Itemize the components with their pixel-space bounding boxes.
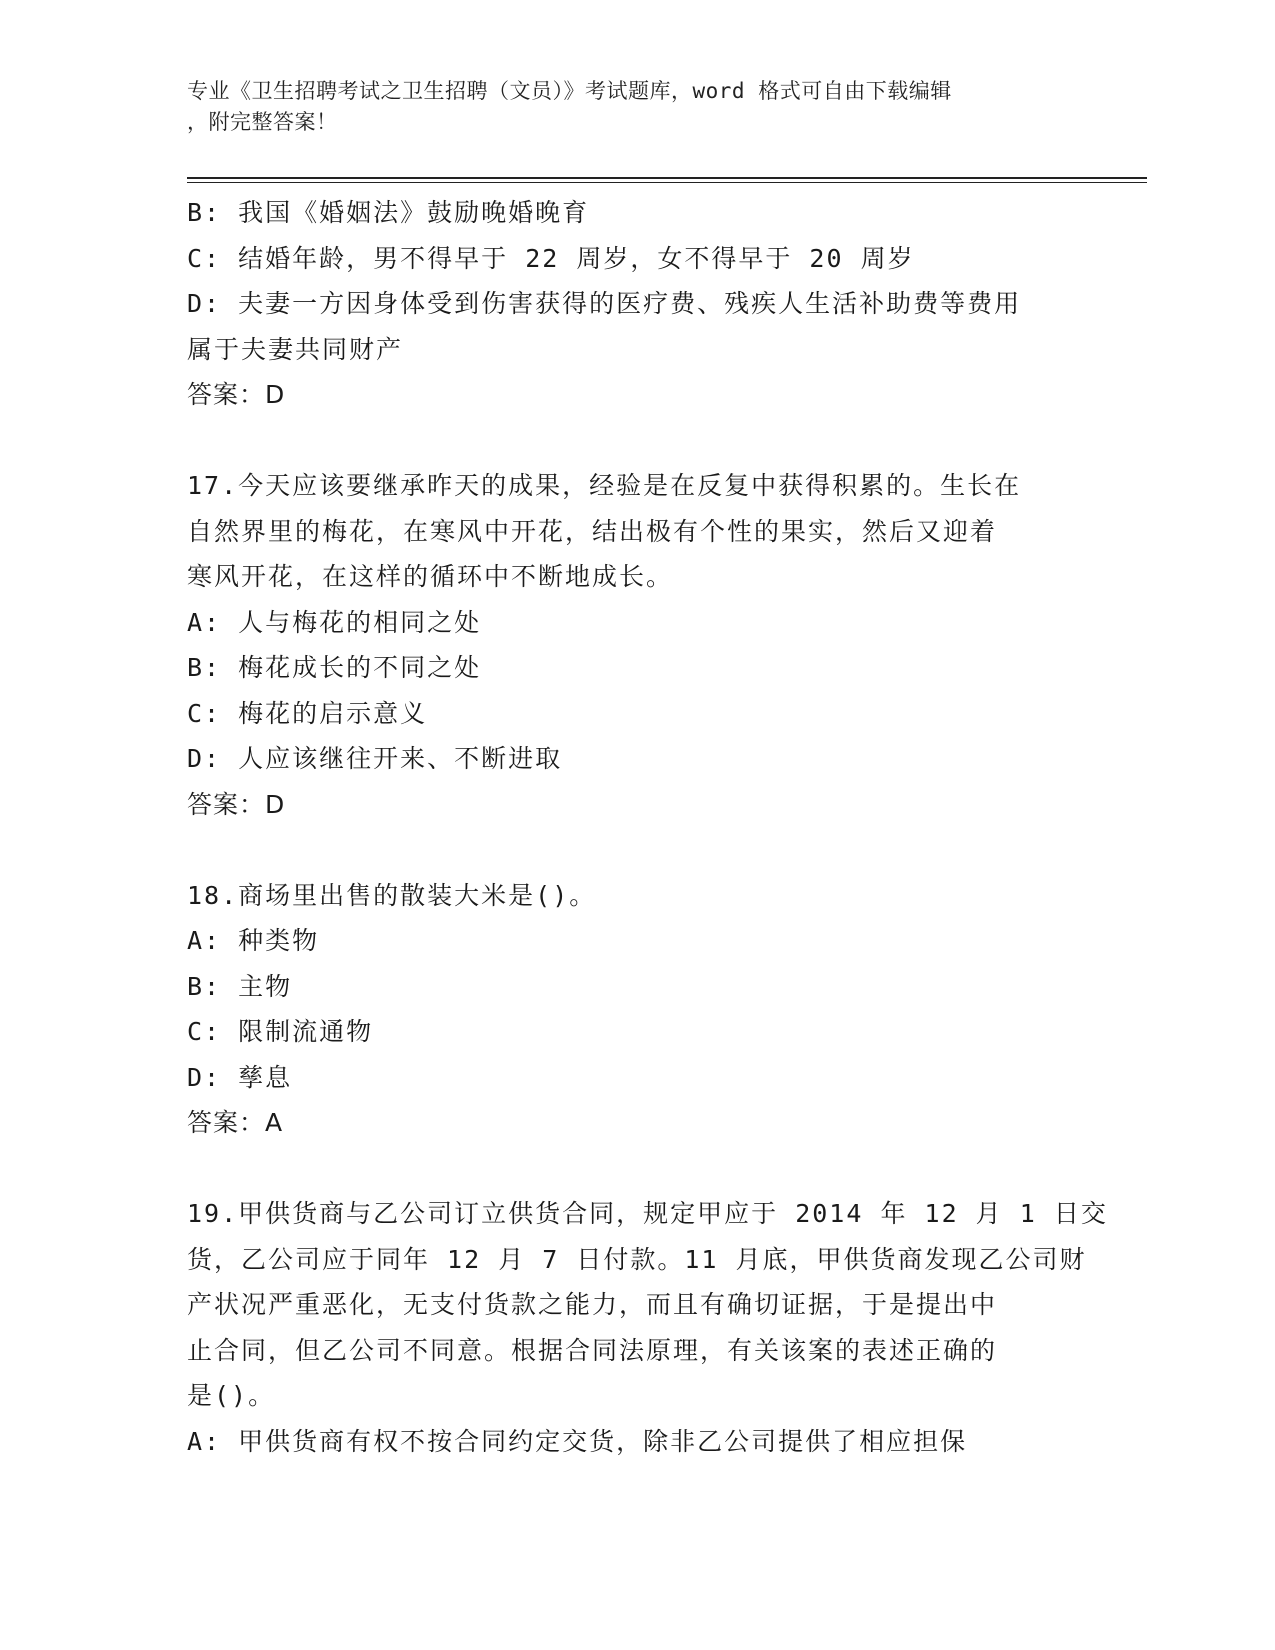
page-header — [187, 76, 1067, 138]
option-a: A: 人与梅花的相同之处 — [187, 607, 482, 637]
option-c: C: 梅花的启示意义 — [187, 698, 428, 728]
question-stem-continued: 产状况严重恶化，无支付货款之能力，而且有确切证据，于是提出中 — [187, 1290, 998, 1319]
question-stem-continued: 自然界里的梅花，在寒风中开花，结出极有个性的果实，然后又迎着 — [187, 516, 998, 546]
question-17-block — [187, 463, 1087, 827]
question-stem: 19.甲供货商与乙公司订立供货合同，规定甲应于 2014 年 12 月 1 日交 — [187, 1199, 1108, 1228]
question-18-block — [187, 873, 1087, 1146]
question-19-block — [187, 1191, 1108, 1464]
option-b: B: 梅花成长的不同之处 — [187, 653, 482, 682]
question-list — [187, 190, 1108, 1464]
option-a: A: 种类物 — [187, 926, 320, 955]
header-divider-thin — [187, 182, 1147, 183]
answer-line: 答案：A — [187, 1108, 284, 1137]
question-stem-continued: 止合同，但乙公司不同意。根据合同法原理，有关该案的表述正确的 — [187, 1335, 998, 1365]
option-d: D: 孳息 — [187, 1062, 293, 1092]
spacer — [187, 418, 1087, 464]
question-stem: 18.商场里出售的散装大米是()。 — [187, 880, 597, 910]
question-stem: 17.今天应该要继承昨天的成果，经验是在反复中获得积累的。生长在 — [187, 471, 1022, 500]
question-16-block — [187, 190, 1087, 418]
option-d: D: 人应该继往开来、不断进取 — [187, 744, 563, 773]
option-b: B: 我国《婚姻法》鼓励晚婚晚育 — [187, 198, 590, 227]
question-stem-continued: 货，乙公司应于同年 12 月 7 日付款。11 月底，甲供货商发现乙公司财 — [187, 1244, 1087, 1274]
option-d: D: 夫妻一方因身体受到伤害获得的医疗费、残疾人生活补助费等费用 — [187, 289, 1022, 318]
header-line-1: 专业《卫生招聘考试之卫生招聘（文员）》考试题库，word 格式可自由下载编辑 — [187, 79, 952, 103]
answer-line: 答案：D — [187, 380, 286, 409]
option-d-continued: 属于夫妻共同财产 — [187, 334, 404, 364]
header-divider-thick — [187, 177, 1147, 179]
spacer — [187, 827, 1087, 873]
question-stem-continued: 寒风开花，在这样的循环中不断地成长。 — [187, 562, 674, 591]
option-b: B: 主物 — [187, 971, 293, 1001]
option-a: A: 甲供货商有权不按合同约定交货，除非乙公司提供了相应担保 — [187, 1426, 968, 1456]
option-c: C: 限制流通物 — [187, 1017, 374, 1046]
spacer — [187, 1146, 1087, 1192]
question-stem-continued: 是()。 — [187, 1381, 276, 1410]
answer-line: 答案：D — [187, 789, 286, 819]
option-c: C: 结婚年龄，男不得早于 22 周岁，女不得早于 20 周岁 — [187, 243, 915, 273]
header-line-2: ，附完整答案！ — [187, 110, 338, 134]
